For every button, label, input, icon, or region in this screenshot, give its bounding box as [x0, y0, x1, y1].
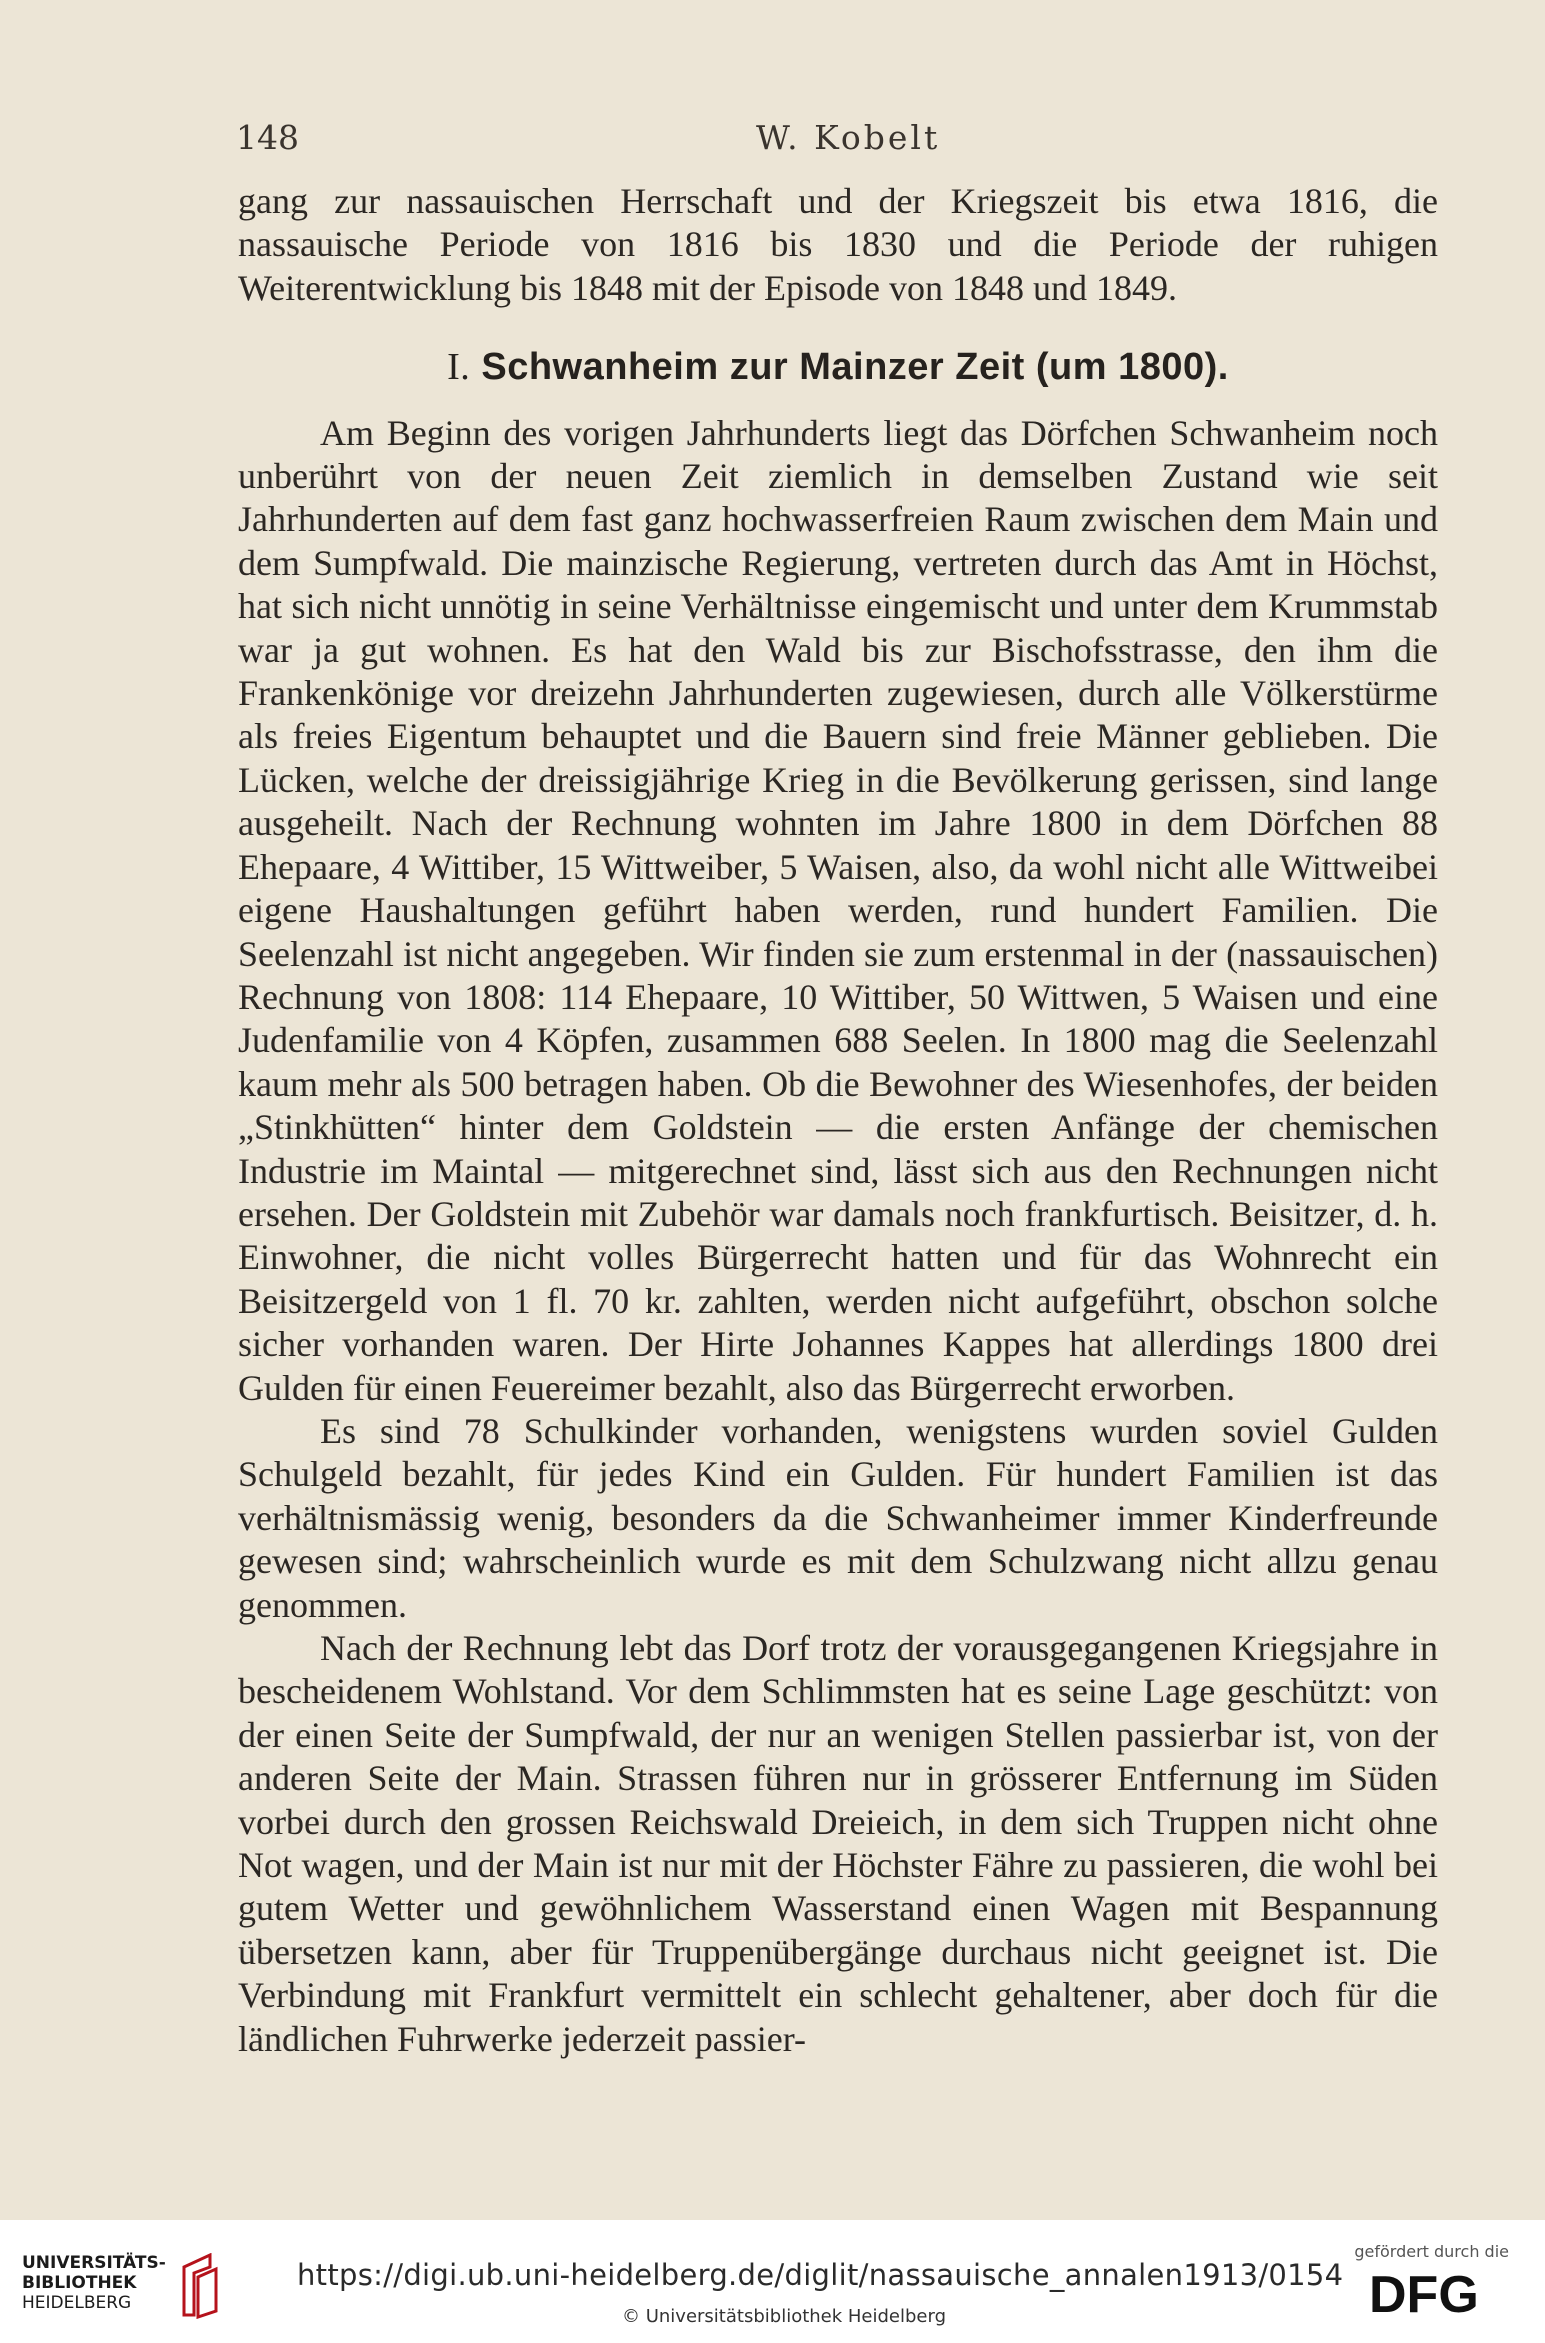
paragraph: Nach der Rechnung lebt das Dorf trotz der vorausgegangenen Kriegsjahre in bescheidenem Wohlstand. Vor dem Schlimmsten hat es seine Lage geschützt: von der einen Seite der Sumpfwald, der nur an wenigen Stellen passierbar ist, von der anderen Seite der Main. Strassen führen nur in grösserer Entfernung im Süden vorbei durch den grossen Reichswald Dreieich, in dem sich Truppen nicht ohne Not wagen, und der Main ist nur mit der Höchster Fähre zu passieren, die wohl bei gutem Wetter und gewöhnlichem Wasserstand einen Wagen mit Bespannung übersetzen kann, aber für Truppenübergänge durchaus nicht geeignet ist. Die Verbindung mit Frankfurt vermittelt ein schlecht gehaltener, aber doch für die ländlichen Fuhrwerke jederzeit passier-	[238, 1628, 1438, 2059]
library-logo[interactable]	[22, 2253, 262, 2323]
library-logo-text	[22, 2253, 166, 2313]
paragraph: Es sind 78 Schulkinder vorhanden, wenigstens wurden soviel Gulden Schulgeld bezahlt, für jedes Kind ein Gulden. Für hundert Familien ist das verhältnismässig wenig, besonders da die Schwanheimer immer Kinderfreunde gewesen sind; wahrscheinlich wurde es mit dem Schulzwang nicht allzu genau genommen.	[238, 1410, 1438, 1625]
funding-note: gefördert durch die	[1354, 2242, 1509, 2261]
page-body	[238, 180, 1438, 2061]
paragraph: Am Beginn des vorigen Jahrhunderts liegt das Dörfchen Schwanheim noch unberührt von der neuen Zeit ziemlich in demselben Zustand wie seit Jahrhunderten auf dem fast ganz hochwasserfreien Raum zwischen dem Main und dem Sumpfwald. Die mainzische Regierung, vertreten durch das Amt in Höchst, hat sich nicht unnötig in seine Verhältnisse eingemischt und unter dem Krummstab war ja gut wohnen. Es hat den Wald bis zur Bischofsstrasse, den ihm die Frankenkönige vor dreizehn Jahrhunderten zugewiesen, durch alle Völkerstürme als freies Eigentum behauptet und die Bauern sind freie Männer geblieben. Die Lücken, welche der dreissigjährige Krieg in die Bevölkerung gerissen, sind lange ausgeheilt. Nach der Rechnung wohnten im Jahre 1800 in dem Dörfchen 88 Ehepaare, 4 Wittiber, 15 Wittweiber, 5 Waisen, also, da wohl nicht alle Wittweibei eigene Haushaltungen geführt haben werden, rund hundert Familien. Die Seelenzahl ist nicht angegeben. Wir finden sie zum erstenmal in der (nassauischen) Rechnung von 1808: 114 Ehepaare, 10 Wittiber, 50 Wittwen, 5 Waisen und eine Judenfamilie von 4 Köpfen, zusammen 688 Seelen. In 1800 mag die Seelenzahl kaum mehr als 500 betragen haben. Ob die Bewohner des Wiesenhofes, der beiden „Stinkhütten“ hinter dem Goldstein — die ersten Anfänge der chemischen Industrie im Maintal — mitgerechnet sind, lässt sich aus den Rechnungen nicht ersehen. Der Goldstein mit Zubehör war damals noch frankfurtisch. Beisitzer, d. h. Einwohner, die nicht volles Bürgerrecht hatten und für das Wohnrecht ein Beisitzergeld von 1 fl. 70 kr. zahlten, werden nicht aufgeführt, obschon solche sicher vorhanden waren. Der Hirte Johannes Kappes hat allerdings 1800 drei Gulden für einen Feuereimer bezahlt, also das Bürgerrecht erworben.	[238, 412, 1438, 1408]
dfg-logo-text: DFG	[1369, 2268, 1479, 2318]
running-head-author: W. Kobelt	[756, 118, 941, 157]
viewer-footer	[0, 2220, 1545, 2343]
library-emblem-icon	[180, 2253, 220, 2319]
section-title: Schwanheim zur Mainzer Zeit (um 1800).	[481, 346, 1229, 389]
copyright-notice: © Universitätsbibliothek Heidelberg	[622, 2306, 947, 2327]
paragraph-continuation: gang zur nassauischen Herrschaft und der Kriegszeit bis etwa 1816, die nassauische Periode von 1816 bis 1830 und die Periode der ruhigen Weiterentwicklung bis 1848 mit der Episode von 1848 und 1849.	[238, 181, 1438, 308]
logo-line: UNIVERSITÄTS-	[22, 2253, 166, 2273]
dfg-logo-icon[interactable]	[1369, 2268, 1509, 2318]
running-header	[236, 118, 1436, 168]
logo-line: BIBLIOTHEK	[22, 2273, 137, 2293]
logo-line: HEIDELBERG	[22, 2293, 132, 2313]
permalink-url[interactable]: https://digi.ub.uni-heidelberg.de/diglit/nassauische_annalen1913/0154	[297, 2258, 1344, 2292]
section-number: I.	[447, 346, 471, 389]
section-heading	[238, 346, 1438, 389]
page-number: 148	[236, 118, 299, 157]
